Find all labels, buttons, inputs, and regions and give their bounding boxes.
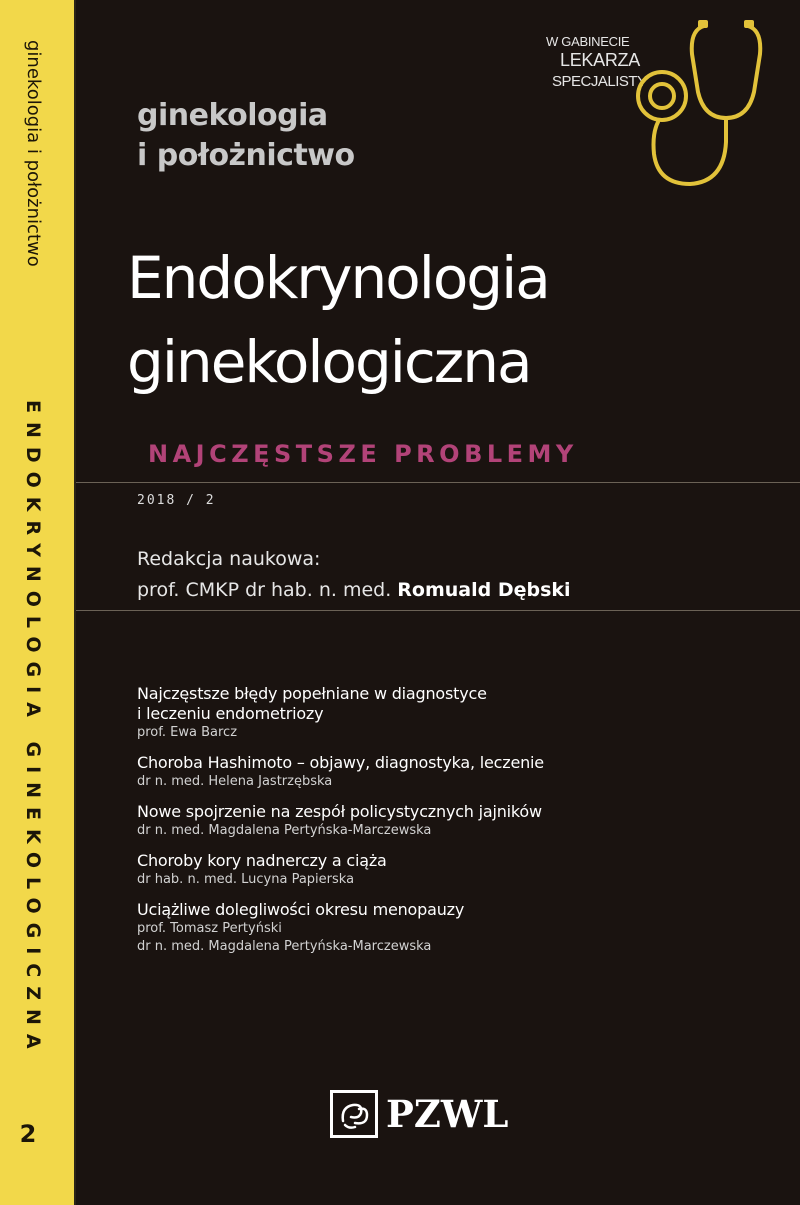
article-author: prof. Tomasz Pertyński [137, 921, 282, 936]
pzwl-logo-icon [330, 1090, 378, 1138]
article-title-continued: i leczeniu endometriozy [137, 704, 324, 723]
badge-line1: W GABINECIE [546, 34, 630, 49]
article-author: dr n. med. Helena Jastrzębska [137, 774, 333, 789]
badge-line2: LEKARZA [560, 50, 640, 70]
article-title: Choroby kory nadnerczy a ciąża [137, 851, 387, 870]
editor-prefix: prof. CMKP dr hab. n. med. [137, 579, 392, 601]
book-title-line2: ginekologiczna [127, 328, 531, 396]
article-author: prof. Ewa Barcz [137, 725, 238, 740]
editor-name: Romuald Dębski [397, 579, 571, 601]
pzwl-emblem-icon [333, 1093, 375, 1135]
editor-label: Redakcja naukowa: [137, 548, 321, 570]
article-title: Choroba Hashimoto – objawy, diagnostyka, leczenie [137, 753, 544, 772]
article-item [137, 900, 757, 956]
spine-number: 2 [19, 1120, 37, 1148]
publisher-name: PZWL [386, 1092, 509, 1136]
series-name-line1: ginekologia [137, 98, 328, 133]
issue-number: 2018 / 2 [137, 493, 216, 508]
spine-divider [74, 0, 76, 1205]
series-name-line2: i położnictwo [137, 138, 355, 173]
article-title: Uciążliwe dolegliwości okresu menopauzy [137, 900, 465, 919]
editor-block [137, 544, 571, 606]
spine [0, 0, 74, 1205]
article-author-second: dr n. med. Magdalena Pertyńska-Marczewska [137, 939, 432, 954]
stethoscope-icon [612, 14, 772, 194]
book-title [127, 236, 777, 404]
article-title: Najczęstsze błędy popełniane w diagnostyce [137, 684, 487, 703]
article-author: dr n. med. Magdalena Pertyńska-Marczewska [137, 823, 432, 838]
badge-line3: SPECJALISTY [552, 73, 647, 90]
book-title-line1: Endokrynologia [127, 244, 549, 312]
series-name [137, 96, 537, 176]
table-of-contents [137, 684, 757, 967]
article-item [137, 684, 757, 742]
article-item [137, 753, 757, 791]
divider-top [76, 482, 800, 483]
article-author: dr hab. n. med. Lucyna Papierska [137, 872, 355, 887]
article-item [137, 851, 757, 889]
article-item [137, 802, 757, 840]
article-title: Nowe spojrzenie na zespół policystycznych jajników [137, 802, 542, 821]
spine-title: ENDOKRYNOLOGIA GINEKOLOGICZNA [22, 400, 44, 1058]
spine-series: ginekologia i położnictwo [23, 40, 44, 267]
divider-bottom [76, 610, 800, 611]
subtitle: NAJCZĘSTSZE PROBLEMY [148, 440, 578, 468]
editor-line [137, 575, 571, 606]
